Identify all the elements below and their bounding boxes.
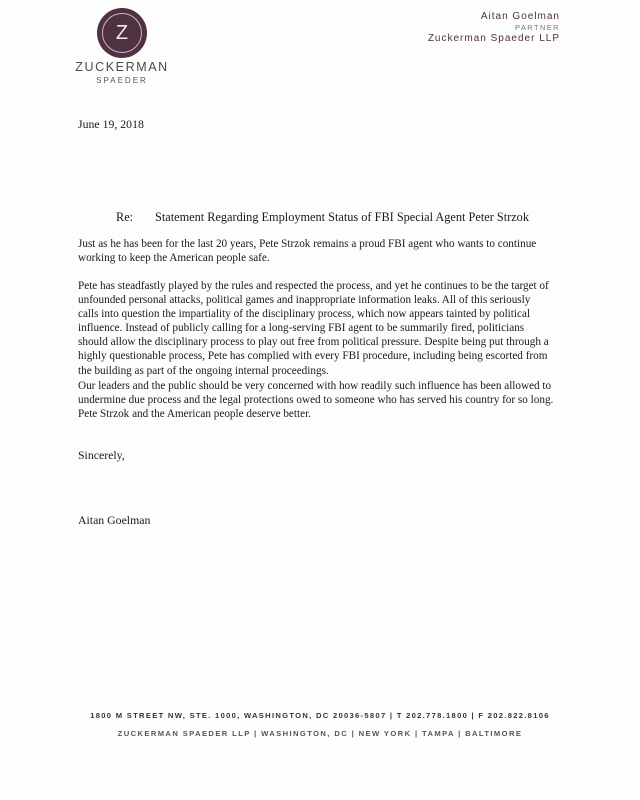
paragraph-line: calls into question the impartiality of the disciplinary process, which now appears tainted by political — [78, 308, 531, 321]
paragraph-line: Pete Strzok and the American people deserve better. — [78, 408, 311, 421]
paragraph-line: Pete has steadfastly played by the rules and respected the process, and yet he continues to be the target of — [78, 280, 549, 292]
sender-title: PARTNER — [515, 23, 560, 32]
body-paragraph-3 — [78, 379, 568, 421]
paragraph-line: influence. Instead of publicly calling for a long-serving FBI agent to be summarily fired, politicians — [78, 322, 525, 335]
firm-logo-subname: SPAEDER — [96, 76, 148, 85]
paragraph-line: highly questionable process, Pete has complied with every FBI procedure, including being escorted from — [78, 350, 548, 363]
paragraph-line: Just as he has been for the last 20 years, Pete Strzok remains a proud FBI agent who wants to continue — [78, 238, 537, 250]
firm-logo-ring — [102, 13, 142, 53]
paragraph-line: working to keep the American people safe. — [78, 252, 270, 265]
paragraph-line: Our leaders and the public should be very concerned with how readily such influence has been allowed to — [78, 380, 552, 392]
re-subject: Statement Regarding Employment Status of FBI Special Agent Peter Strzok — [155, 210, 529, 224]
re-label: Re: — [116, 210, 134, 224]
body-paragraph-1 — [78, 237, 568, 265]
footer-offices: ZUCKERMAN SPAEDER LLP | WASHINGTON, DC | NEW YORK | TAMPA | BALTIMORE — [117, 729, 523, 738]
firm-logo-name: ZUCKERMAN — [75, 60, 169, 74]
signer-name: Aitan Goelman — [78, 513, 151, 527]
closing: Sincerely, — [78, 448, 125, 462]
paragraph-line: unfounded personal attacks, political games and inappropriate information leaks. All of this seriously — [78, 294, 531, 307]
paragraph-line: undermine due process and the legal protections owed to someone who has served his country for so long. — [78, 394, 554, 407]
sender-firm: Zuckerman Spaeder LLP — [427, 33, 560, 44]
footer-address: 1800 M STREET NW, STE. 1000, WASHINGTON, DC 20036-5807 | T 202.778.1800 | F 202.822.8106 — [90, 711, 550, 720]
body-paragraph-2 — [78, 279, 568, 378]
sender-name: Aitan Goelman — [480, 11, 560, 22]
firm-logo-letter: Z — [115, 21, 129, 44]
firm-logo — [97, 8, 147, 58]
letter-date: June 19, 2018 — [78, 117, 144, 131]
paragraph-line: should allow the disciplinary process to play out free from political pressure. Despite being put through a — [78, 336, 549, 349]
paragraph-line: the building as part of the ongoing internal proceedings. — [78, 364, 329, 377]
